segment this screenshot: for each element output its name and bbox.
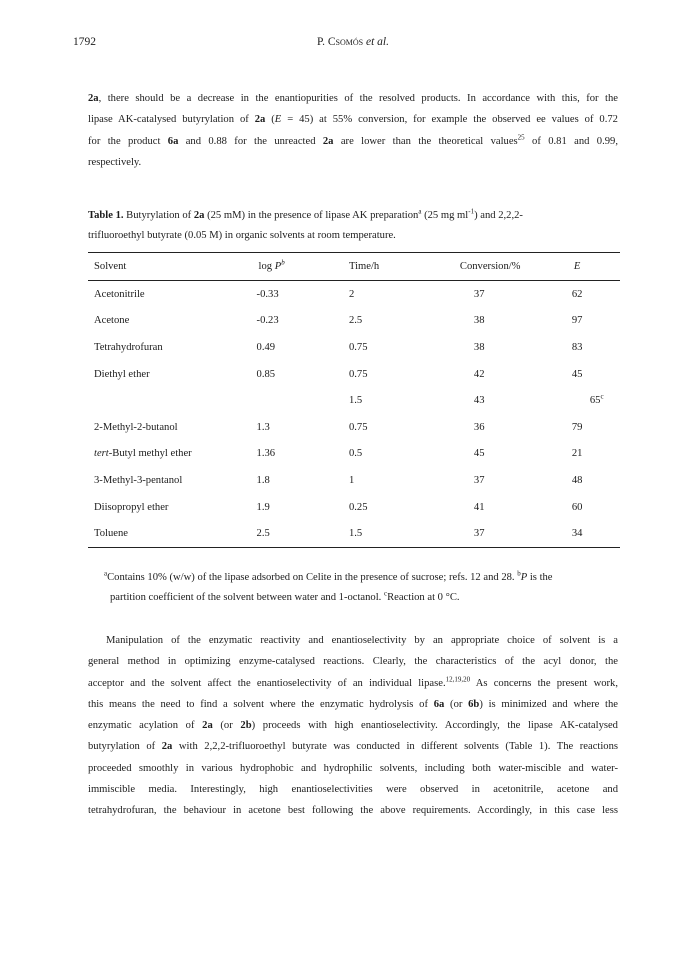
main-line-7: proceeded smoothly in various hydrophobic and hydrophilic solvents, including both water-miscible and water- xyxy=(88,762,618,774)
main-line-9: tetrahydrofuran, the behaviour in acetone best following the above requirements. Accordingly, in this case less xyxy=(88,805,618,817)
main-paragraph xyxy=(88,630,618,822)
main-line-5: enzymatic acylation of 2a (or 2b) proceeds with high enantioselectivity. Accordingly, the lipase AK-catalysed xyxy=(88,720,618,732)
table-label: Table 1. xyxy=(88,210,124,221)
main-line-6: butyrylation of 2a with 2,2,2-trifluoroethyl butyrate was conducted in different solvents (Table 1). The reactions xyxy=(88,741,619,753)
author-name: Csomós xyxy=(327,36,364,48)
table-row: Acetone -0.23 2.5 38 97 xyxy=(94,315,583,327)
intro-paragraph xyxy=(88,88,618,173)
table-header-row xyxy=(88,253,620,281)
col-e: E xyxy=(554,253,620,281)
intro-line-3: for the product 6a and 0.88 for the unreacted 2a are lower than the theoretical values$^{25}$ of 0.81 and 0.99, xyxy=(88,133,618,147)
col-time: Time/h xyxy=(337,253,436,281)
running-head: P. Csomós et al. xyxy=(317,36,389,48)
col-logp: $\log P^b$ xyxy=(241,253,337,281)
page-number: 1792 xyxy=(73,36,96,48)
col-solvent: Solvent xyxy=(88,253,241,281)
col-conversion: Conversion/% xyxy=(436,253,554,281)
main-line-2: general method in optimizing enzyme-catalysed reactions. Clearly, the characteristics of the acyl donor, the xyxy=(88,656,618,668)
table-row: Tetrahydrofuran 0.49 0.75 38 83 xyxy=(94,341,583,353)
main-line-1: Manipulation of the enzymatic reactivity and enantioselectivity by an appropriate choice of solvent is a xyxy=(106,635,618,646)
table-row: 3-Methyl-3-pentanol 1.8 1 37 48 xyxy=(94,474,583,486)
table-row: 2-Methyl-2-butanol 1.3 0.75 36 79 xyxy=(94,421,583,433)
table-footnote: $^a$Contains 10% (w/w) of the lipase adsorbed on Celite in the presence of sucrose; refs. 12 and 28. $^b$P is the partition coefficient of the solvent between water and 1-octanol. $^c$Reaction at 0 °C. xyxy=(104,569,553,603)
table-row: tert-Butyl methyl ether 1.36 0.5 45 21 xyxy=(94,448,583,460)
intro-line-2: lipase AK-catalysed butyrylation of 2a (E = 45) at 55% conversion, for example the observed ee values of 0.72 xyxy=(88,114,618,126)
page-header xyxy=(73,36,633,52)
table-caption: Table 1. Butyrylation of 2a (25 mM) in the presence of lipase AK preparation$^a$ (25 mg $ml^{-1}$) and 2,2,2- trifluoroethyl butyrate (0.05 M) in organic solvents at room temperature. xyxy=(88,207,523,241)
results-table xyxy=(88,252,620,548)
table-row: Diisopropyl ether 1.9 0.25 41 60 xyxy=(94,501,583,513)
table-row: Toluene 2.5 1.5 37 34 xyxy=(88,520,620,547)
main-line-8: immiscible media. Interestingly, high enantioselectivities were observed in acetonitrile, acetone and xyxy=(88,784,618,796)
main-line-4: this means the need to find a solvent where the enzymatic hydrolysis of 6a (or 6b) is minimized and where the xyxy=(88,698,618,710)
table-row: Diethyl ether 0.85 0.75 42 45 xyxy=(94,368,583,380)
table-row: Acetonitrile -0.33 2 37 62 xyxy=(94,288,583,300)
main-line-3: acceptor and the solvent affect the enantioselectivity of an individual lipase.$^{12,19,20}$ As concerns the present work, xyxy=(88,675,618,689)
intro-line-1: 2a, there should be a decrease in the enantiopurities of the resolved products. In accordance with this, for the xyxy=(88,93,618,104)
intro-line-4: respectively. xyxy=(88,156,142,168)
table-row: 1.5 43 65$^c$ xyxy=(348,392,604,407)
